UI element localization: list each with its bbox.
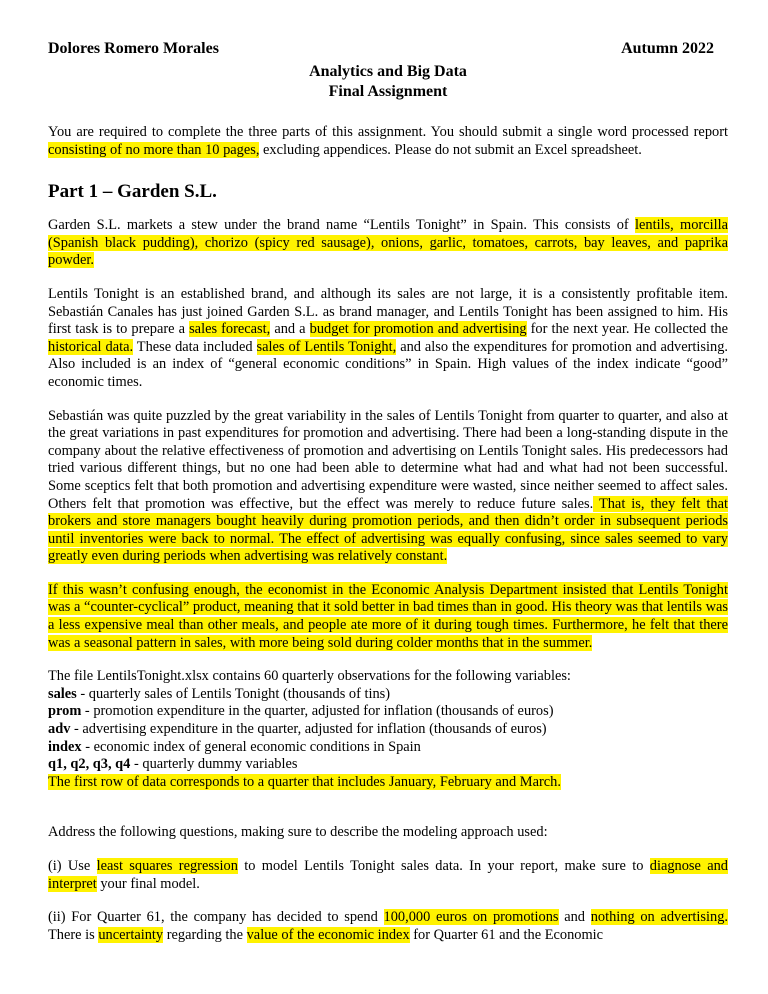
highlight: nothing on advertising. <box>590 909 728 926</box>
highlight: value of the economic index <box>246 926 410 943</box>
variable-desc: - promotion expenditure in the quarter, adjusted for inflation (thousands of euros) <box>81 703 554 720</box>
part1-paragraph-2 <box>48 286 728 392</box>
part1-heading: Part 1 – Garden S.L. <box>48 181 217 203</box>
highlight: If this wasn’t confusing enough, the economist in the Economic Analysis Department insisted that Lentils Tonight was a “counter-cyclical” product, meaning that it sold better in bad times than in good. His theory was that lentils was a less expensive meal than other meals, and people ate more of it during tough times. Furthermore, he felt that there was a seasonal pattern in sales, with more being sold during colder months that in the summer. <box>48 581 728 651</box>
text-run: Lentils Tonight is an established brand, and although its sales are not large, it is a consistently profitable item. Sebastián Canales has just joined Garden S.L. as brand manager, and Lentils Tonight has been assigned to him. His first task is to prepare a <box>48 285 728 338</box>
part1-paragraph-1 <box>48 217 728 270</box>
variable-name: sales <box>48 685 77 702</box>
highlight: least squares regression <box>96 858 238 874</box>
text-run: Garden S.L. markets a stew under the brand name “Lentils Tonight” in Spain. This consists of <box>48 217 635 234</box>
text-run: The file LentilsTonight.xlsx contains 60 quarterly observations for the following variables: <box>48 668 571 685</box>
text-run: (i) Use <box>48 858 97 874</box>
text-run: for Quarter 61 and the Economic <box>409 926 604 943</box>
assignment-title: Final Assignment <box>328 83 448 100</box>
variable-index <box>48 739 728 757</box>
text-run: to model Lentils Tonight sales data. In your report, make sure to <box>237 858 650 874</box>
text-run: and also the expenditures for promotion and advertising. Also included is an index of “general economic conditions” in Spain. High values of the index indicate “good” economic times. <box>48 338 729 390</box>
text-run: regarding the <box>163 926 247 943</box>
term-label: Autumn 2022 <box>621 40 714 57</box>
text-run: and <box>558 909 591 926</box>
variable-name: prom <box>48 703 82 720</box>
highlight: lentils, morcilla (Spanish black pudding), chorizo (spicy red sausage), onions, garlic, tomatoes, carrots, bay leaves, and paprika powder. <box>48 217 728 269</box>
document-page <box>48 40 728 944</box>
highlight: The first row of data corresponds to a quarter that includes January, February and March. <box>48 773 561 790</box>
data-description <box>48 668 728 791</box>
text-run: your final model. <box>96 875 200 892</box>
text-run: excluding appendices. Please do not submit an Excel spreadsheet. <box>259 141 642 158</box>
variable-desc: - economic index of general economic conditions in Spain <box>81 738 421 755</box>
part1-paragraph-4 <box>48 582 728 652</box>
instructions-paragraph: Address the following questions, making sure to describe the modeling approach used: <box>48 824 548 841</box>
document-header <box>48 40 728 62</box>
highlight: historical data. <box>48 338 134 355</box>
highlight: 100,000 euros on promotions <box>383 909 559 926</box>
text-run: and a <box>270 321 310 338</box>
question-ii <box>48 909 728 944</box>
variable-desc: - quarterly dummy variables <box>130 756 298 773</box>
variable-desc: - advertising expenditure in the quarter, adjusted for inflation (thousands of euros) <box>70 721 547 738</box>
question-i <box>48 858 728 893</box>
highlight: uncertainty <box>98 926 164 943</box>
author-name: Dolores Romero Morales <box>48 40 219 57</box>
text-run: You are required to complete the three parts of this assignment. You should submit a single word processed report <box>48 124 728 140</box>
variable-prom <box>48 703 728 721</box>
variable-sales <box>48 686 728 704</box>
text-run: Sebastián was quite puzzled by the great variability in the sales of Lentils Tonight from quarter to quarter, and also at the great variations in past expenditures for promotion and advertising. There had been a long-standing dispute in the company about the relative effectiveness of promotion and advertising on Lentils Tonight sales. His predecessors had tried various different things, but no one had been able to determine what had and what had not been successful. Some sceptics felt that both promotion and advertising expenditure were wasted, since neither seemed to affect sales. Others felt that promotion was effective, but the effect was merely to reduce future sales. <box>48 407 728 512</box>
highlight: diagnose and interpret <box>48 858 729 892</box>
first-row-note <box>48 774 728 792</box>
highlight: sales forecast, <box>189 321 271 338</box>
variable-quarters <box>48 756 728 774</box>
course-title: Analytics and Big Data <box>309 63 467 80</box>
text-run: for the next year. He collected the <box>526 321 728 338</box>
highlight: That is, they felt that brokers and store managers bought heavily during promotion periods, and then didn’t order in subsequent periods until inventories were back to normal. The effect of advertising was equally confusing, since sales seemed to vary greatly even during periods when advertising was relatively constant. <box>48 495 728 565</box>
highlight: budget for promotion and advertising <box>309 321 527 338</box>
variable-name: q1, q2, q3, q4 <box>48 756 131 773</box>
text-run: These data included <box>133 338 257 355</box>
text-run: (ii) For Quarter 61, the company has decided to spend <box>48 909 384 926</box>
intro-paragraph <box>48 124 728 159</box>
highlight: sales of Lentils Tonight, <box>256 338 397 355</box>
variable-name: adv <box>48 721 71 738</box>
highlight: consisting of no more than 10 pages, <box>48 141 260 158</box>
part1-paragraph-3 <box>48 408 728 566</box>
variable-desc: - quarterly sales of Lentils Tonight (thousands of tins) <box>76 685 391 702</box>
text-run: There is <box>48 926 99 943</box>
variable-name: index <box>48 738 82 755</box>
variable-adv <box>48 721 728 739</box>
